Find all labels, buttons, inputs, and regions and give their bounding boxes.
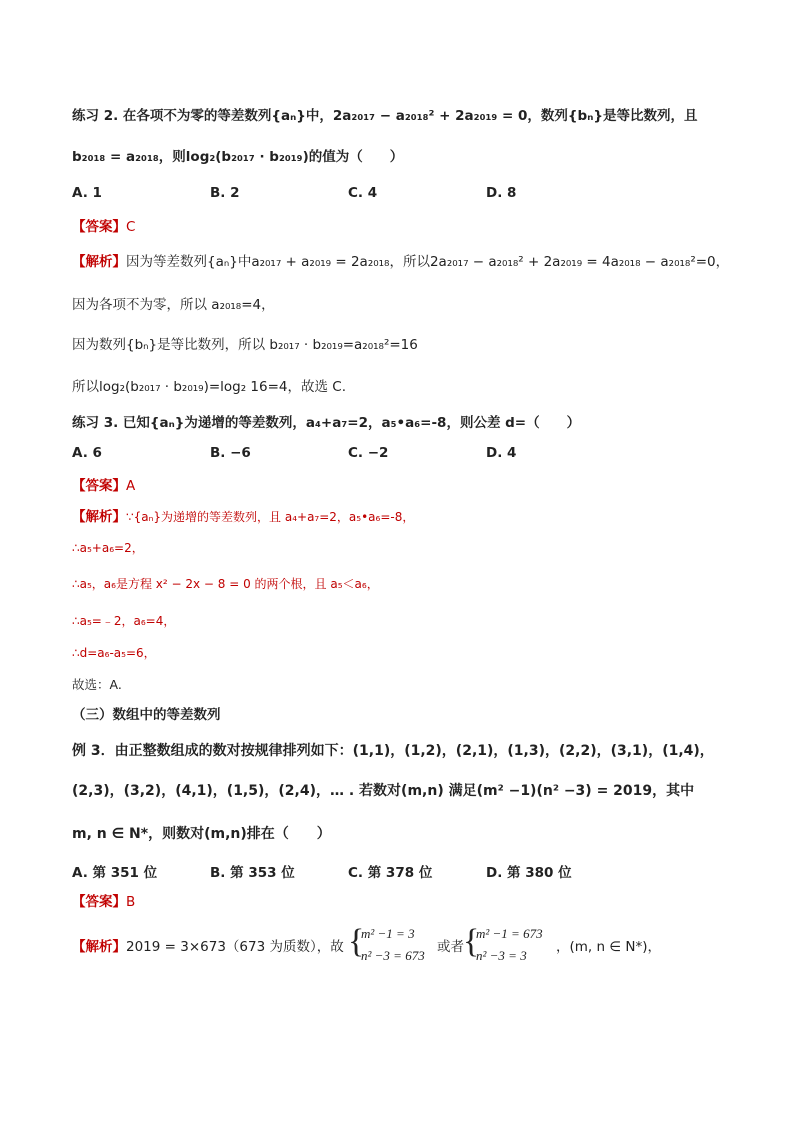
exercise-3-option-a: A. 6 xyxy=(72,445,102,461)
example-3-option-d: D. 第 380 位 xyxy=(486,865,572,881)
exercise-2-question-line2: b₂₀₁₈ = a₂₀₁₈，则log₂(b₂₀₁₇ · b₂₀₁₉)的值为（ ） xyxy=(72,149,404,165)
system-2-equation-2: n² −3 = 3 xyxy=(476,948,527,963)
exercise-3-answer xyxy=(72,476,135,496)
exercise-2-analysis-line4: 所以log₂(b₂₀₁₇ · b₂₀₁₉)=log₂ 16=4，故选 C. xyxy=(72,379,347,395)
system-1-equation-1: m² −1 = 3 xyxy=(361,926,415,941)
exercise-2-option-a: A. 1 xyxy=(72,185,102,201)
answer-tag: 【答案】 xyxy=(72,478,126,494)
exercise-3-option-c: C. −2 xyxy=(348,445,389,461)
answer-value: B xyxy=(126,894,136,910)
exercise-3-analysis-line5: ∴d=a₆-a₅=6， xyxy=(72,646,156,660)
analysis-text: 2019 = 3×673（673 为质数），故 xyxy=(126,939,344,955)
analysis-connector: 或者 xyxy=(437,939,464,955)
exercise-3-analysis-line1 xyxy=(72,507,414,527)
exercise-3-option-d: D. 4 xyxy=(486,445,517,461)
exercise-2-option-b: B. 2 xyxy=(210,185,240,201)
example-3-option-a: A. 第 351 位 xyxy=(72,865,158,881)
example-3-question-line3: m, n ∈ N*，则数对(m,n)排在（ ） xyxy=(72,826,331,842)
exercise-3-analysis-line6: 故选：A. xyxy=(72,677,122,692)
exercise-2-analysis-line2: 因为各项不为零，所以 a₂₀₁₈=4， xyxy=(72,297,275,313)
exercise-3-analysis-line3: ∴a₅，a₆是方程 x² − 2x − 8 = 0 的两个根，且 a₅＜a₆， xyxy=(72,577,379,591)
example-3-question-line1: 例 3．由正整数组成的数对按规律排列如下：(1,1)，(1,2)，(2,1)，(1,3)，(2,2)，(3,1)，(1,4)， xyxy=(72,743,714,759)
exercise-2-option-c: C. 4 xyxy=(348,185,378,201)
analysis-suffix: ，(m, n ∈ N*)， xyxy=(556,939,662,955)
exercise-2-analysis-line3: 因为数列{bₙ}是等比数列，所以 b₂₀₁₇ · b₂₀₁₉=a₂₀₁₈²=16 xyxy=(72,337,418,353)
example-3-analysis-prefix xyxy=(72,937,344,957)
exercise-3-analysis-line2: ∴a₅+a₆=2， xyxy=(72,541,144,555)
analysis-tag: 【解析】 xyxy=(72,509,126,525)
exercise-2-option-d: D. 8 xyxy=(486,185,517,201)
analysis-text: ∵{aₙ}为递增的等差数列，且 a₄+a₇=2，a₅•a₆=-8， xyxy=(126,510,415,524)
exercise-3-question-line1: 练习 3. 已知{aₙ}为递增的等差数列，a₄+a₇=2，a₅•a₆=-8，则公差 d=（ ） xyxy=(72,415,581,431)
example-3-question-line2: (2,3)，(3,2)，(4,1)，(1,5)，(2,4)，… . 若数对(m,n) 满足(m² −1)(n² −3) = 2019，其中 xyxy=(72,783,695,799)
left-brace-system-1: { xyxy=(348,923,365,960)
analysis-text: 因为等差数列{aₙ}中a₂₀₁₇ + a₂₀₁₉ = 2a₂₀₁₈，所以2a₂₀₁₇ − a₂₀₁₈² + 2a₂₀₁₉ = 4a₂₀₁₈ − a₂₀₁₈²=0， xyxy=(126,254,730,270)
exercise-2-question-line1: 练习 2. 在各项不为零的等差数列{aₙ}中，2a₂₀₁₇ − a₂₀₁₈² + 2a₂₀₁₉ = 0，数列{bₙ}是等比数列，且 xyxy=(72,108,698,124)
section-title: （三）数组中的等差数列 xyxy=(72,707,221,723)
answer-value: C xyxy=(126,219,136,235)
exercise-2-answer xyxy=(72,217,135,237)
exercise-3-analysis-line4: ∴a₅=﹣2，a₆=4， xyxy=(72,614,176,628)
answer-tag: 【答案】 xyxy=(72,894,126,910)
exercise-2-analysis-line1 xyxy=(72,252,729,272)
example-3-option-b: B. 第 353 位 xyxy=(210,865,295,881)
answer-value: A xyxy=(126,478,136,494)
analysis-tag: 【解析】 xyxy=(72,254,126,270)
exercise-3-option-b: B. −6 xyxy=(210,445,251,461)
left-brace-system-2: { xyxy=(463,923,480,960)
system-2-equation-1: m² −1 = 673 xyxy=(476,926,543,941)
example-3-answer xyxy=(72,892,135,912)
analysis-tag: 【解析】 xyxy=(72,939,126,955)
answer-tag: 【答案】 xyxy=(72,219,126,235)
system-1-equation-2: n² −3 = 673 xyxy=(361,948,425,963)
example-3-option-c: C. 第 378 位 xyxy=(348,865,433,881)
